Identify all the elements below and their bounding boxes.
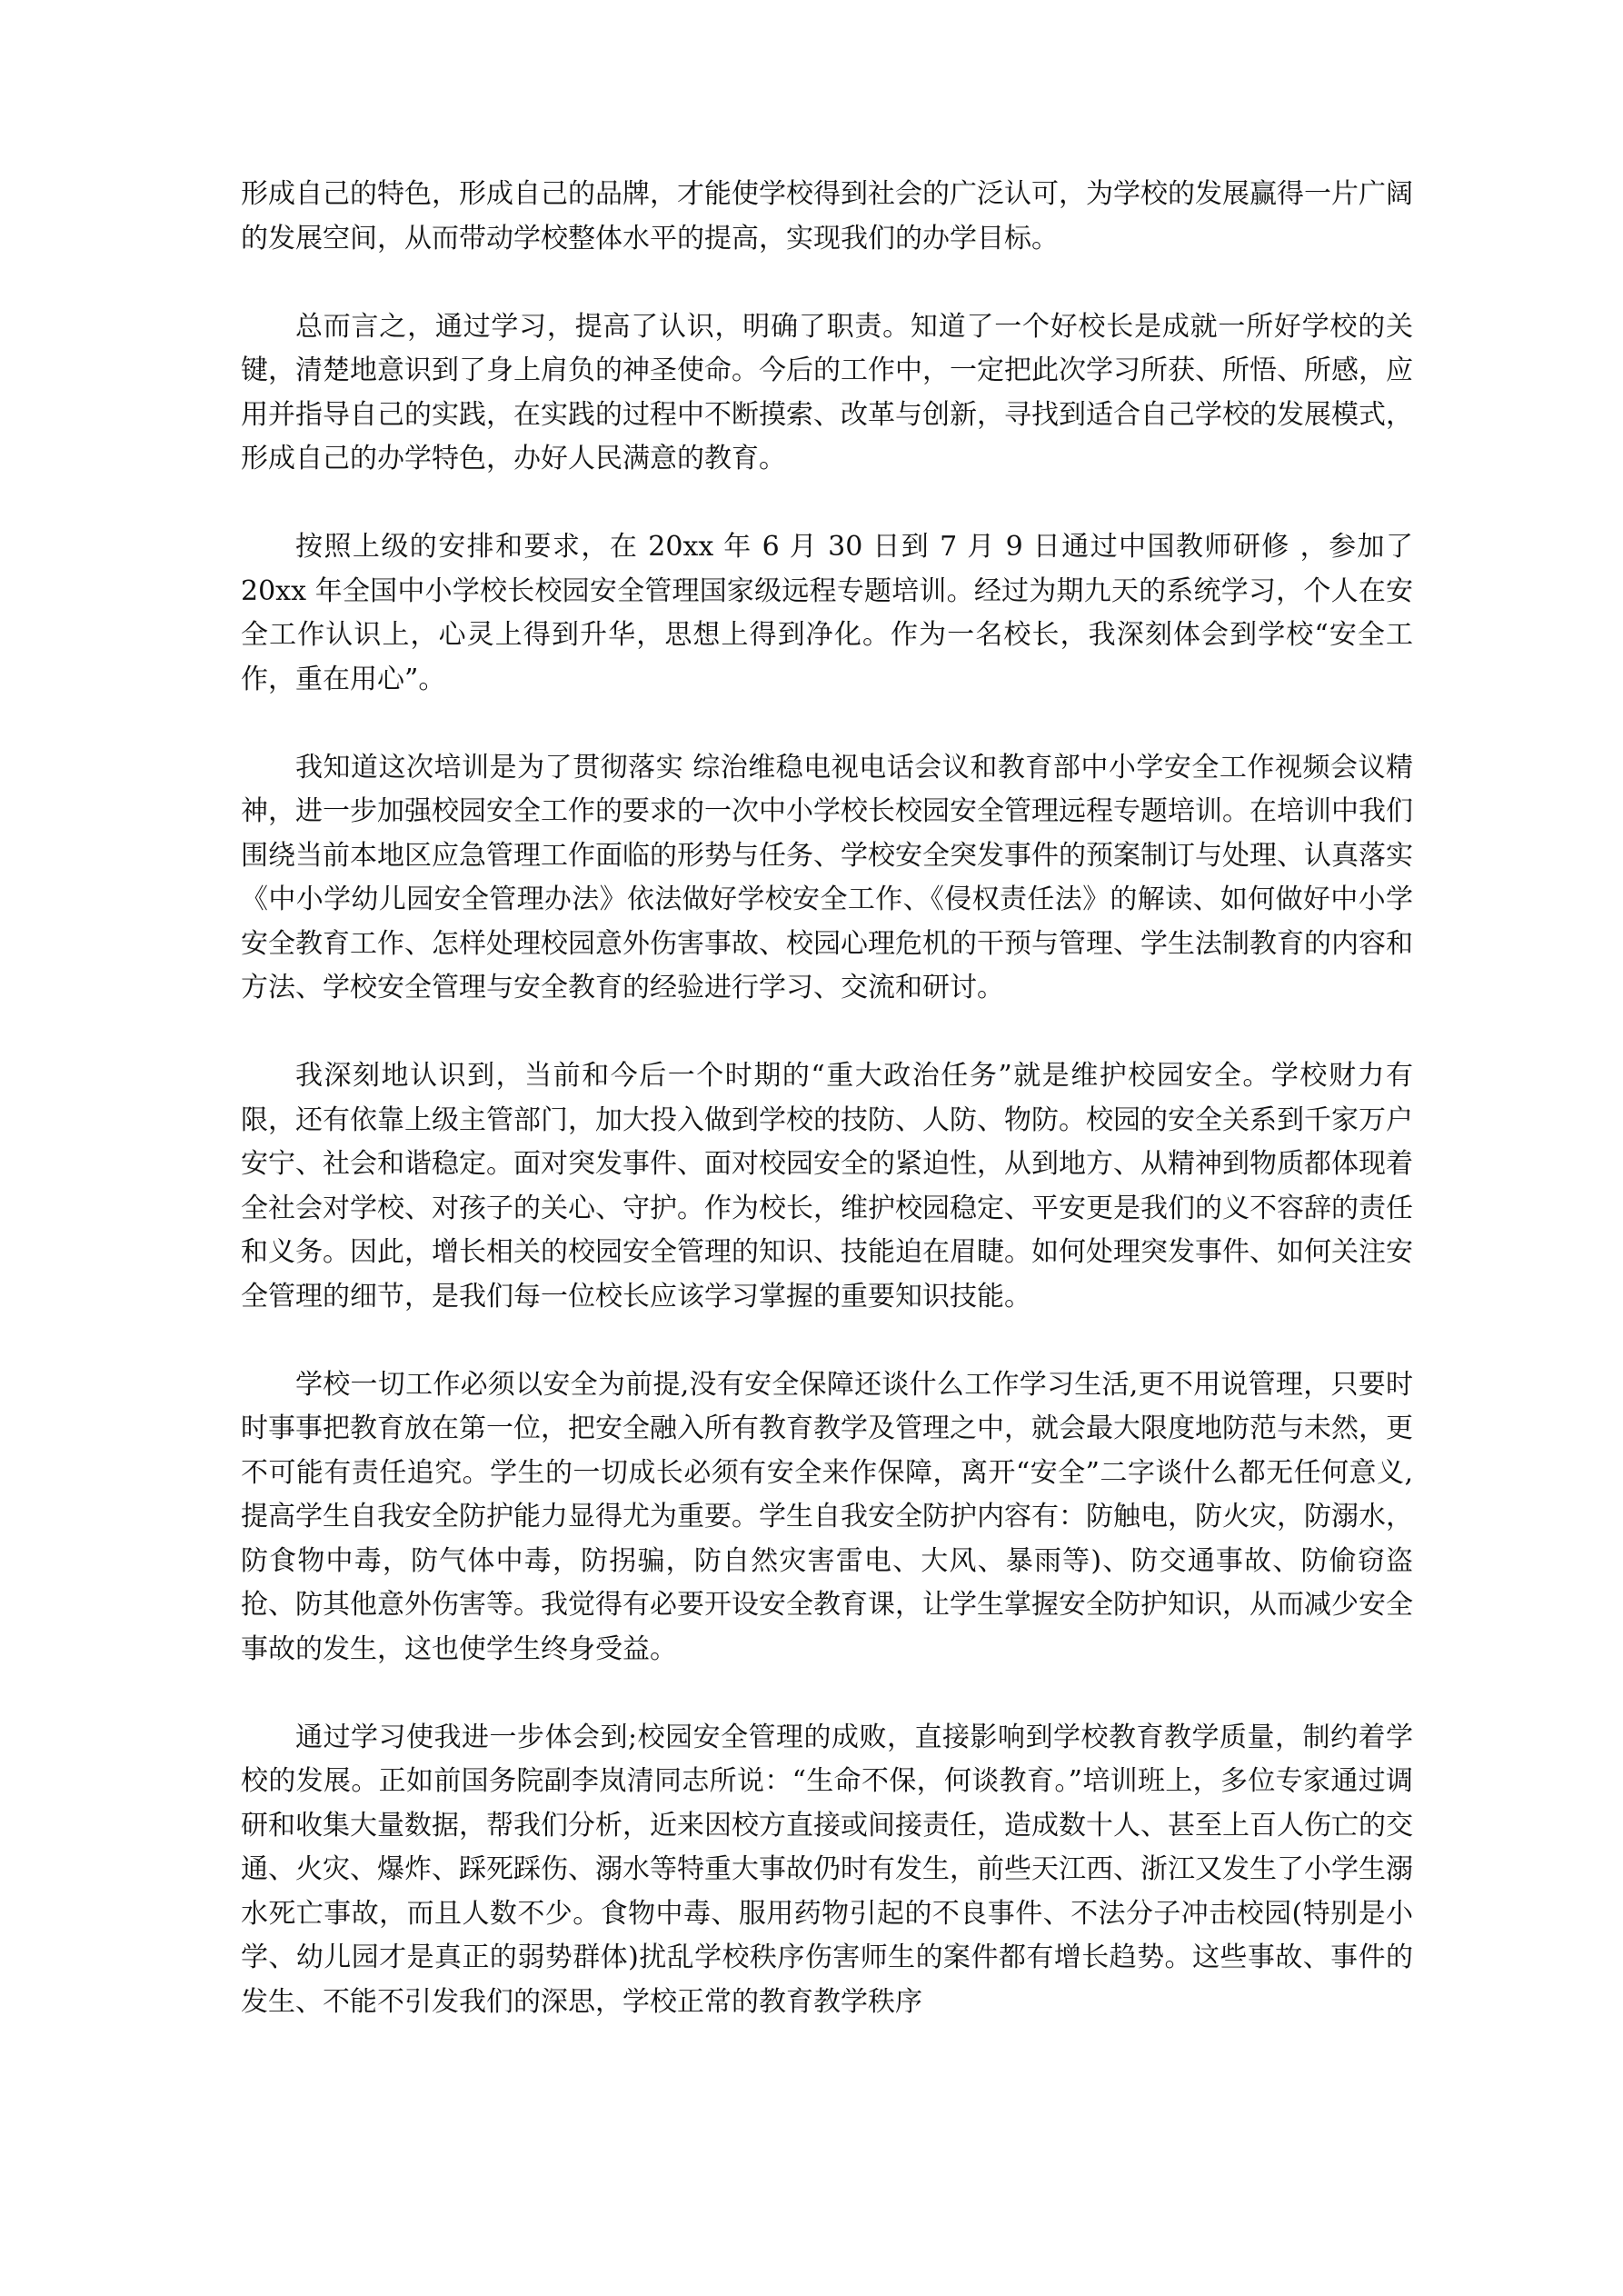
- paragraph-3: 按照上级的安排和要求，在 20xx 年 6 月 30 日到 7 月 9 日通过中国教师研修 ，参加了 20xx 年全国中小学校长校园安全管理国家级远程专题培训。经过为期九天的系统学习，个人在安全工作认识上，心灵上得到升华，思想上得到净化。作为一名校长，我深刻体会到学校“安全工作，重在用心”。: [241, 531, 1413, 695]
- paragraph-2: 总而言之，通过学习，提高了认识，明确了职责。知道了一个好校长是成就一所好学校的关键，清楚地意识到了身上肩负的神圣使命。今后的工作中，一定把此次学习所获、所悟、所感，应用并指导自己的实践，在实践的过程中不断摸索、改革与创新，寻找到适合自己学校的发展模式，形成自己的办学特色，办好人民满意的教育。: [241, 310, 1413, 474]
- paragraph-1: 形成自己的特色，形成自己的品牌，才能使学校得到社会的广泛认可，为学校的发展赢得一片广阔的发展空间，从而带动学校整体水平的提高，实现我们的办学目标。: [241, 178, 1413, 255]
- document-body: [241, 173, 1413, 2024]
- paragraph-5: 我深刻地认识到，当前和今后一个时期的“重大政治任务”就是维护校园安全。学校财力有限，还有依靠上级主管部门，加大投入做到学校的技防、人防、物防。校园的安全关系到千家万户安宁、社会和谐稳定。面对突发事件、面对校园安全的紧迫性，从到地方、从精神到物质都体现着全社会对学校、对孩子的关心、守护。作为校长，维护校园稳定、平安更是我们的义不容辞的责任和义务。因此，增长相关的校园安全管理的知识、技能迫在眉睫。如何处理突发事件、如何关注安全管理的细节，是我们每一位校长应该学习掌握的重要知识技能。: [241, 1060, 1413, 1313]
- paragraph-7: 通过学习使我进一步体会到;校园安全管理的成败，直接影响到学校教育教学质量，制约着学校的发展。正如前国务院副李岚清同志所说：“生命不保，何谈教育。”培训班上，多位专家通过调研和收集大量数据，帮我们分析，近来因校方直接或间接责任，造成数十人、甚至上百人伤亡的交通、火灾、爆炸、踩死踩伤、溺水等特重大事故仍时有发生，前些天江西、浙江又发生了小学生溺水死亡事故，而且人数不少。食物中毒、服用药物引起的不良事件、不法分子冲击校园(特别是小学、幼儿园才是真正的弱势群体)扰乱学校秩序伤害师生的案件都有增长趋势。这些事故、事件的发生、不能不引发我们的深思，学校正常的教育教学秩序: [241, 1721, 1413, 2018]
- paragraph-6: 学校一切工作必须以安全为前提,没有安全保障还谈什么工作学习生活,更不用说管理，只要时时事事把教育放在第一位，把安全融入所有教育教学及管理之中，就会最大限度地防范与未然，更不可能有责任追究。学生的一切成长必须有安全来作保障，离开“安全”二字谈什么都无任何意义,提高学生自我安全防护能力显得尤为重要。学生自我安全防护内容有：防触电，防火灾，防溺水，防食物中毒，防气体中毒，防拐骗，防自然灾害雷电、大风、暴雨等)、防交通事故、防偷窃盗抢、防其他意外伤害等。我觉得有必要开设安全教育课，让学生掌握安全防护知识，从而减少安全事故的发生，这也使学生终身受益。: [241, 1368, 1413, 1665]
- paragraph-4: 我知道这次培训是为了贯彻落实 综治维稳电视电话会议和教育部中小学安全工作视频会议精神，进一步加强校园安全工作的要求的一次中小学校长校园安全管理远程专题培训。在培训中我们围绕当前本地区应急管理工作面临的形势与任务、学校安全突发事件的预案制订与处理、认真落实《中小学幼儿园安全管理办法》依法做好学校安全工作、《侵权责任法》的解读、如何做好中小学安全教育工作、怎样处理校园意外伤害事故、校园心理危机的干预与管理、学生法制教育的内容和方法、学校安全管理与安全教育的经验进行学习、交流和研讨。: [241, 751, 1413, 1003]
